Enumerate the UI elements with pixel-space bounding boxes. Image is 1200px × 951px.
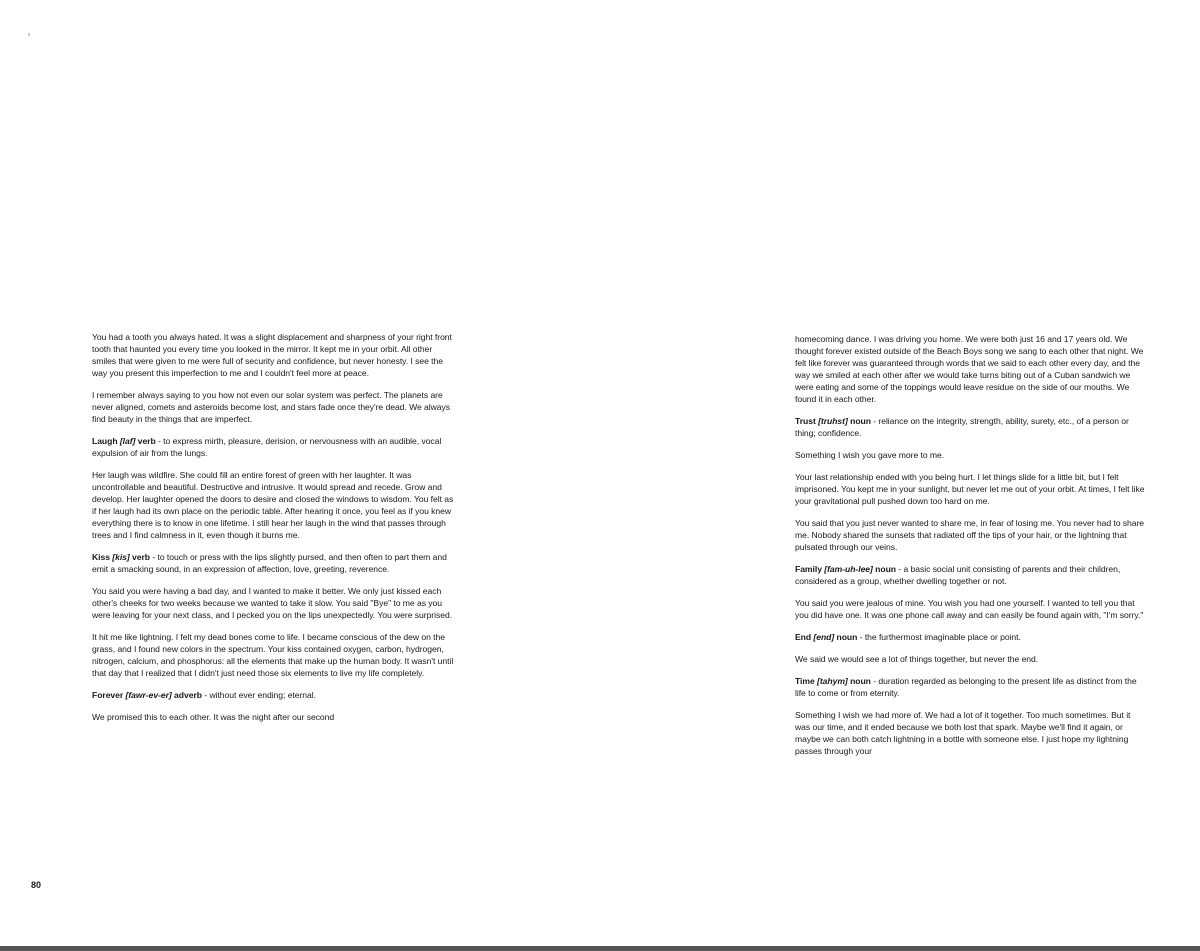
definition-term: Family xyxy=(795,564,825,574)
definition-pronunciation: [laf] xyxy=(119,436,136,446)
definition-forever xyxy=(92,689,457,701)
paragraph-bad-day: You said you were having a bad day, and I wanted to make it better. We only just kissed each other's cheeks for two weeks because we wanted to take it slow. You said "Bye" to me as you were leaving for your next class, and I pecked you on the lips unexpectedly. You were surprised. xyxy=(92,586,453,620)
definition-part-of-speech: verb xyxy=(135,436,156,446)
paragraph-promise: We promised this to each other. It was the night after our second xyxy=(92,712,335,722)
definition-pronunciation: [tahym] xyxy=(817,676,848,686)
definition-trust xyxy=(795,415,1145,439)
definition-part-of-speech: verb xyxy=(129,552,151,562)
definition-text: - duration regarded as belonging to the present life as distinct from the life to come or from eternity. xyxy=(795,676,1137,698)
paragraph-homecoming: homecoming dance. I was driving you home. We were both just 16 and 17 years old. We thought forever existed outside of the Beach Boys song we sang to each other that night. We felt like forever was guaranteed through words that we said to each other every day, and the way we smiled at each other after we would take turns biting out of a Cuban sandwich we were eating and some of the toppings would leave residue on the side of our mouths. We found it in each other. xyxy=(795,334,1144,404)
paragraph-last-relationship: Your last relationship ended with you being hurt. I let things slide for a little bit, but I felt imprisoned. You kept me in your sunlight, but never let me out of your orbit. At times, I felt like your gravitational pull pushed down too hard on me. xyxy=(795,472,1145,506)
definition-part-of-speech: noun xyxy=(847,416,871,426)
definition-text: - the furthermost imaginable place or point. xyxy=(857,632,1021,642)
paragraph-lightning: It hit me like lightning. I felt my dead bones come to life. I became conscious of the dew on the grass, and I found new colors in the spectrum. Your kiss contained oxygen, carbon, hydrogen, nitrogen, calcium, and phosphorus: all the elements that make up the human body. It wasn't until that day that I realized that I didn't just need those six elements to live my life completely. xyxy=(92,632,454,678)
definition-text: - reliance on the integrity, strength, ability, surety, etc., of a person or thing; confidence. xyxy=(795,416,1129,438)
definition-pronunciation: [kis] xyxy=(112,552,130,562)
definition-term: Time xyxy=(795,676,818,686)
paragraph-solar-system: I remember always saying to you how not even our solar system was perfect. The planets are never aligned, comets and asteroids become lost, and stars fade once they're dead. We always find beauty in the things that are imperfect. xyxy=(92,390,451,424)
paragraph-tooth: You had a tooth you always hated. It was a slight displacement and sharpness of your right front tooth that haunted you every time you looked in the mirror. It kept me in your orbit. All other smiles that were given to me were full of security and confidence, but never honesty. I see the way you present this imperfection to me and I couldn't feel more at peace. xyxy=(92,332,452,378)
definition-text: - without ever ending; eternal. xyxy=(201,690,316,700)
right-page-text xyxy=(795,333,1145,767)
corner-mark: ‘ xyxy=(28,32,31,43)
definition-end xyxy=(795,631,1145,643)
definition-kiss xyxy=(92,551,457,575)
paragraph-share: You said that you just never wanted to share me, in fear of losing me. You never had to share me. Nobody shared the sunsets that radiated off the tips of your hair, or the lightning that pulsated through our veins. xyxy=(795,518,1145,552)
definition-time xyxy=(795,675,1145,699)
left-page-text xyxy=(92,331,457,733)
definition-text: - to express mirth, pleasure, derision, or nervousness with an audible, vocal expulsion of air from the lungs. xyxy=(92,436,442,458)
paragraph-wish: Something I wish you gave more to me. xyxy=(795,450,945,460)
paragraph-see-together: We said we would see a lot of things together, but never the end. xyxy=(795,654,1039,664)
definition-part-of-speech: noun xyxy=(834,632,858,642)
definition-pronunciation: [fawr-ev-er] xyxy=(125,690,172,700)
definition-pronunciation: [end] xyxy=(813,632,835,642)
definition-family xyxy=(795,563,1145,587)
paragraph-jealous: You said you were jealous of mine. You wish you had one yourself. I wanted to tell you that you did have one. It was one phone call away and can easily be found again with, "I'm sorry." xyxy=(795,598,1144,620)
definition-pronunciation: [fam-uh-lee] xyxy=(824,564,873,574)
definition-part-of-speech: adverb xyxy=(171,690,202,700)
definition-part-of-speech: noun xyxy=(847,676,871,686)
definition-term: Trust xyxy=(795,416,819,426)
definition-text: - to touch or press with the lips slightly pursed, and then often to part them and emit a smacking sound, in an expression of affection, love, greeting, reverence. xyxy=(92,552,447,574)
page-number: 80 xyxy=(31,880,42,890)
definition-laugh xyxy=(92,435,457,459)
definition-pronunciation: [truhst] xyxy=(818,416,848,426)
definition-term: Laugh xyxy=(92,436,120,446)
paragraph-wildfire: Her laugh was wildfire. She could fill an entire forest of green with her laughter. It was uncontrollable and beautiful. Destructive and intrusive. It would spread and recede. Grow and develop. Her laughter opened the doors to desire and closed the windows to wisdom. You felt as if her laugh had its own place on the periodic table. After hearing it once, you feel as if you knew everything there is to know in one lifetime. I still hear her laugh in the wind that passes through trees and I find calmness in it, even though it burns me. xyxy=(92,470,454,540)
definition-text: - a basic social unit consisting of parents and their children, considered as a group, whether dwelling together or not. xyxy=(795,564,1121,586)
paragraph-more-time: Something I wish we had more of. We had a lot of it together. Too much sometimes. But it was our time, and it ended because we both lost that spark. Maybe we'll find it again, or maybe we can both catch lightning in a bottle with someone else. I just hope my lightning passes through your xyxy=(795,710,1131,756)
bottom-edge xyxy=(0,946,1200,951)
definition-term: Forever xyxy=(92,690,126,700)
definition-term: Kiss xyxy=(92,552,113,562)
definition-term: End xyxy=(795,632,814,642)
definition-part-of-speech: noun xyxy=(872,564,896,574)
